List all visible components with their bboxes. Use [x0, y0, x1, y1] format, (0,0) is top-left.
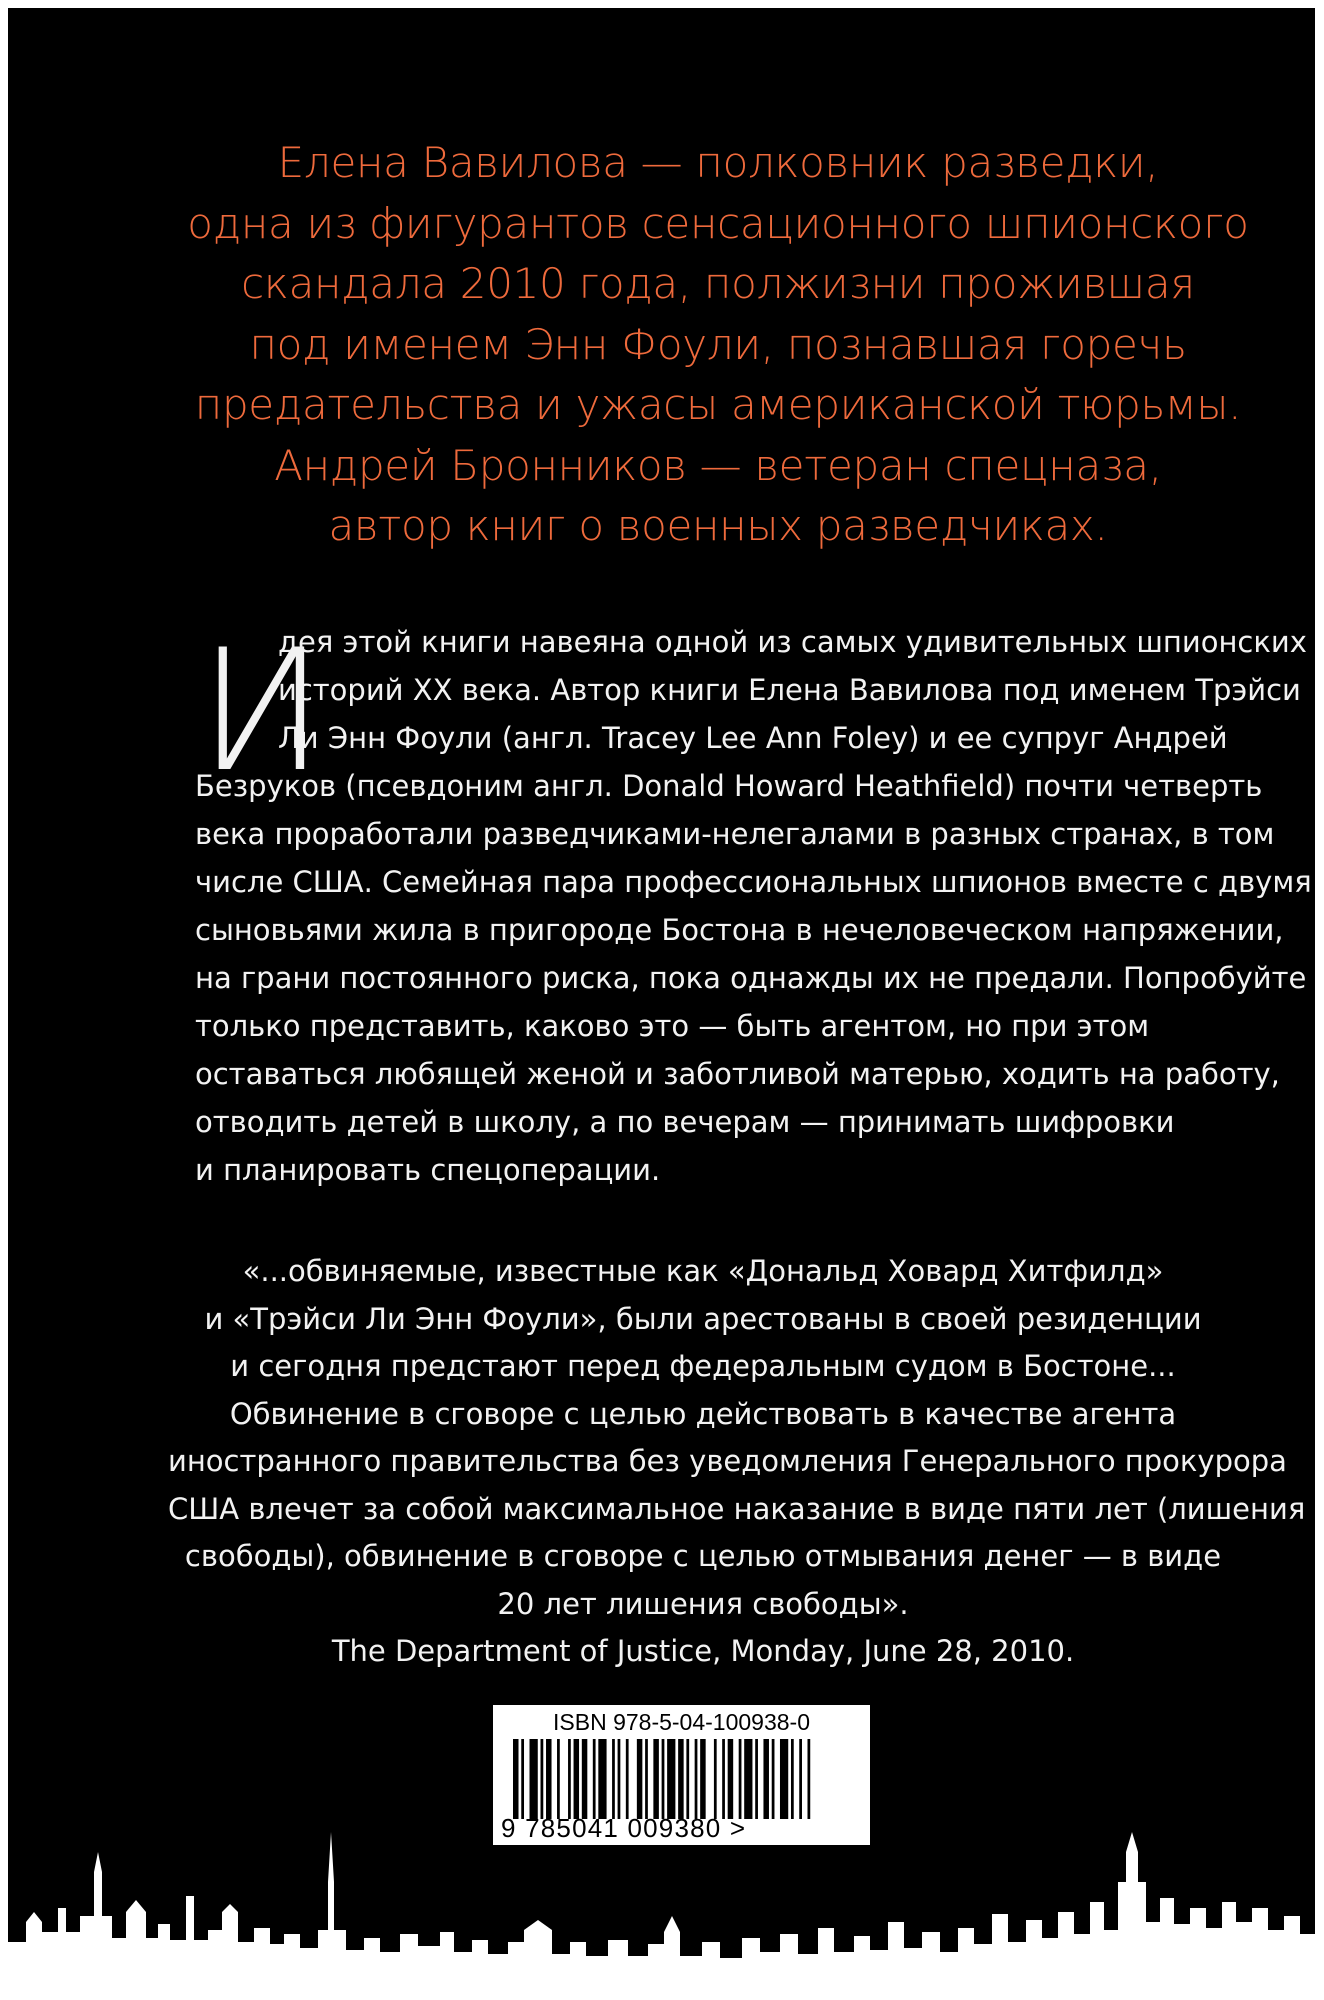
annotation-line: отводить детей в школу, а по вечерам — принимать шифровки: [195, 1105, 1175, 1139]
annotation-line: дея этой книги навеяна одной из самых удивительных шпионских: [278, 625, 1307, 659]
annotation-line: века проработали разведчиками-нелегалами в разных странах, в том: [195, 817, 1275, 851]
quote-line: и «Трэйси Ли Энн Фоули», были арестованы в своей резиденции: [204, 1301, 1202, 1336]
quote-line: 20 лет лишения свободы».: [497, 1586, 909, 1621]
authors-line: автор книг о военных разведчиках.: [328, 501, 1108, 550]
quote-line: иностранного правительства без уведомления Генерального прокурора: [168, 1444, 1287, 1478]
authors-line: одна из фигурантов сенсационного шпионского: [187, 198, 1249, 248]
city-skyline-silhouette: [8, 1812, 1315, 1992]
drop-cap: И: [198, 613, 325, 809]
annotation-line: Ли Энн Фоули (англ. Tracey Lee Ann Foley) и ее супруг Андрей: [278, 721, 1228, 755]
authors-line: предательства и ужасы американской тюрьмы.: [194, 380, 1242, 429]
annotation-line: историй XX века. Автор книги Елена Вавилова под именем Трэйси: [278, 673, 1301, 707]
quote-line: «...обвиняемые, известные как «Дональд Ховард Хитфилд»: [242, 1254, 1164, 1288]
quote-source: The Department of Justice, Monday, June 28, 2010.: [331, 1634, 1075, 1668]
annotation-text: [195, 613, 1312, 1194]
authors-line: под именем Энн Фоули, познавшая горечь: [249, 319, 1187, 369]
annotation-line: числе США. Семейная пара профессиональных шпионов вместе с двумя: [195, 865, 1312, 899]
back-cover: [8, 8, 1315, 1992]
annotation-line: только представить, каково это — быть агентом, но при этом: [195, 1009, 1150, 1043]
authors-line: Андрей Бронников — ветеран спецназа,: [274, 440, 1162, 490]
annotation-line: оставаться любящей женой и заботливой матерью, ходить на работу,: [195, 1057, 1280, 1091]
annotation-line: Безруков (псевдоним англ. Donald Howard Heathfield) почти четверть: [195, 769, 1263, 803]
annotation-line: сыновьями жила в пригороде Бостона в нечеловеческом напряжении,: [195, 913, 1284, 947]
authors-blurb: [128, 133, 1308, 557]
quote-line: США влечет за собой максимальное наказание в виде пяти лет (лишения: [168, 1491, 1306, 1526]
quote-line: и сегодня предстают перед федеральным судом в Бостоне...: [230, 1349, 1176, 1383]
quote-line: Обвинение в сговоре с целью действовать в качестве агента: [229, 1396, 1177, 1431]
doj-quote: [168, 1248, 1306, 1676]
isbn-label: ISBN 978-5-04-100938-0: [553, 1709, 810, 1735]
annotation-line: на грани постоянного риска, пока однажды их не предали. Попробуйте: [195, 961, 1307, 995]
barcode-bars: [513, 1739, 813, 1819]
annotation-line: и планировать спецоперации.: [195, 1153, 661, 1187]
authors-line: Елена Вавилова — полковник разведки,: [277, 138, 1159, 187]
barcode-digits: 9 785041 009380 >: [501, 1813, 747, 1843]
quote-line: свободы), обвинение в сговоре с целью отмывания денег — в виде: [184, 1539, 1222, 1573]
authors-line: скандала 2010 года, полжизни прожившая: [241, 259, 1195, 308]
